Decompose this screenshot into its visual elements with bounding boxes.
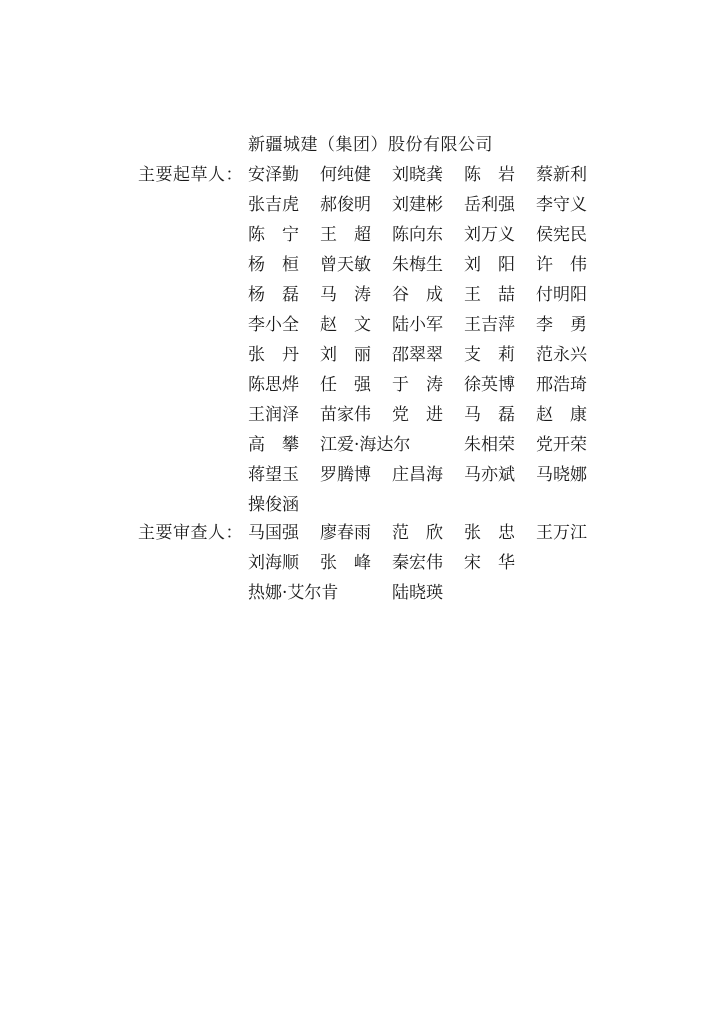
person-name: 陈 岩 [464, 165, 515, 185]
name-row [248, 521, 608, 551]
person-name: 李守义 [536, 195, 587, 215]
person-name: 苗家伟 [320, 405, 371, 425]
person-name: 范永兴 [536, 345, 587, 365]
person-name: 陈 宁 [248, 225, 299, 245]
person-name: 侯宪民 [536, 225, 587, 245]
person-name: 马 涛 [320, 285, 371, 305]
person-name: 王 喆 [464, 285, 515, 305]
main-drafters-label: 主要起草人： [138, 165, 243, 185]
person-name: 张 丹 [248, 345, 299, 365]
person-name: 张 忠 [464, 523, 515, 543]
person-name: 徐英博 [464, 375, 515, 395]
person-name: 刘海顺 [248, 553, 299, 573]
name-row [248, 193, 608, 223]
name-row [248, 313, 608, 343]
person-name: 庄昌海 [392, 465, 443, 485]
name-row [248, 403, 608, 433]
name-row [248, 433, 608, 463]
person-name: 陈向东 [392, 225, 443, 245]
person-name: 赵 康 [536, 405, 587, 425]
name-row [248, 283, 608, 313]
person-name: 党开荣 [536, 435, 587, 455]
person-name: 马亦斌 [464, 465, 515, 485]
name-row [248, 223, 608, 253]
person-name: 许 伟 [536, 255, 587, 275]
person-name: 李小全 [248, 315, 299, 335]
person-name: 朱梅生 [392, 255, 443, 275]
person-name: 朱相荣 [464, 435, 515, 455]
person-name: 马晓娜 [536, 465, 587, 485]
person-name: 张吉虎 [248, 195, 299, 215]
person-name: 高 攀 [248, 435, 299, 455]
name-row [248, 253, 608, 283]
person-name: 岳利强 [464, 195, 515, 215]
person-name: 王吉萍 [464, 315, 515, 335]
person-name: 马 磊 [464, 405, 515, 425]
person-name: 热娜·艾尔肯 [248, 583, 339, 603]
person-name: 刘 阳 [464, 255, 515, 275]
drafters-name-grid [248, 163, 608, 523]
person-name: 马国强 [248, 523, 299, 543]
person-name: 宋 华 [464, 553, 515, 573]
person-name: 张 峰 [320, 553, 371, 573]
person-name: 付明阳 [536, 285, 587, 305]
person-name: 陆小军 [392, 315, 443, 335]
person-name: 杨 桓 [248, 255, 299, 275]
organization-name: 新疆城建（集团）股份有限公司 [248, 135, 493, 155]
person-name: 廖春雨 [320, 523, 371, 543]
person-name: 蔡新利 [536, 165, 587, 185]
person-name: 江爱·海达尔 [320, 435, 411, 455]
person-name: 刘万义 [464, 225, 515, 245]
person-name: 何纯健 [320, 165, 371, 185]
person-name: 罗腾博 [320, 465, 371, 485]
person-name: 支 莉 [464, 345, 515, 365]
person-name: 王万江 [536, 523, 587, 543]
person-name: 蒋望玉 [248, 465, 299, 485]
person-name: 邵翠翠 [392, 345, 443, 365]
person-name: 任 强 [320, 375, 371, 395]
person-name: 党 进 [392, 405, 443, 425]
name-row [248, 163, 608, 193]
person-name: 陆晓瑛 [392, 583, 443, 603]
person-name: 刘晓龚 [392, 165, 443, 185]
name-row [248, 493, 608, 523]
name-row [248, 551, 608, 581]
person-name: 秦宏伟 [392, 553, 443, 573]
person-name: 于 涛 [392, 375, 443, 395]
person-name: 谷 成 [392, 285, 443, 305]
person-name: 郝俊明 [320, 195, 371, 215]
reviewers-name-grid [248, 521, 608, 611]
name-row [248, 581, 608, 611]
person-name: 李 勇 [536, 315, 587, 335]
name-row [248, 463, 608, 493]
person-name: 邢浩琦 [536, 375, 587, 395]
name-row [248, 373, 608, 403]
main-reviewers-label: 主要审查人： [138, 523, 243, 543]
person-name: 王 超 [320, 225, 371, 245]
person-name: 赵 文 [320, 315, 371, 335]
person-name: 刘建彬 [392, 195, 443, 215]
person-name: 陈思烨 [248, 375, 299, 395]
person-name: 范 欣 [392, 523, 443, 543]
name-row [248, 343, 608, 373]
person-name: 刘 丽 [320, 345, 371, 365]
person-name: 安泽勤 [248, 165, 299, 185]
person-name: 王润泽 [248, 405, 299, 425]
person-name: 操俊涵 [248, 495, 299, 515]
person-name: 曾天敏 [320, 255, 371, 275]
person-name: 杨 磊 [248, 285, 299, 305]
